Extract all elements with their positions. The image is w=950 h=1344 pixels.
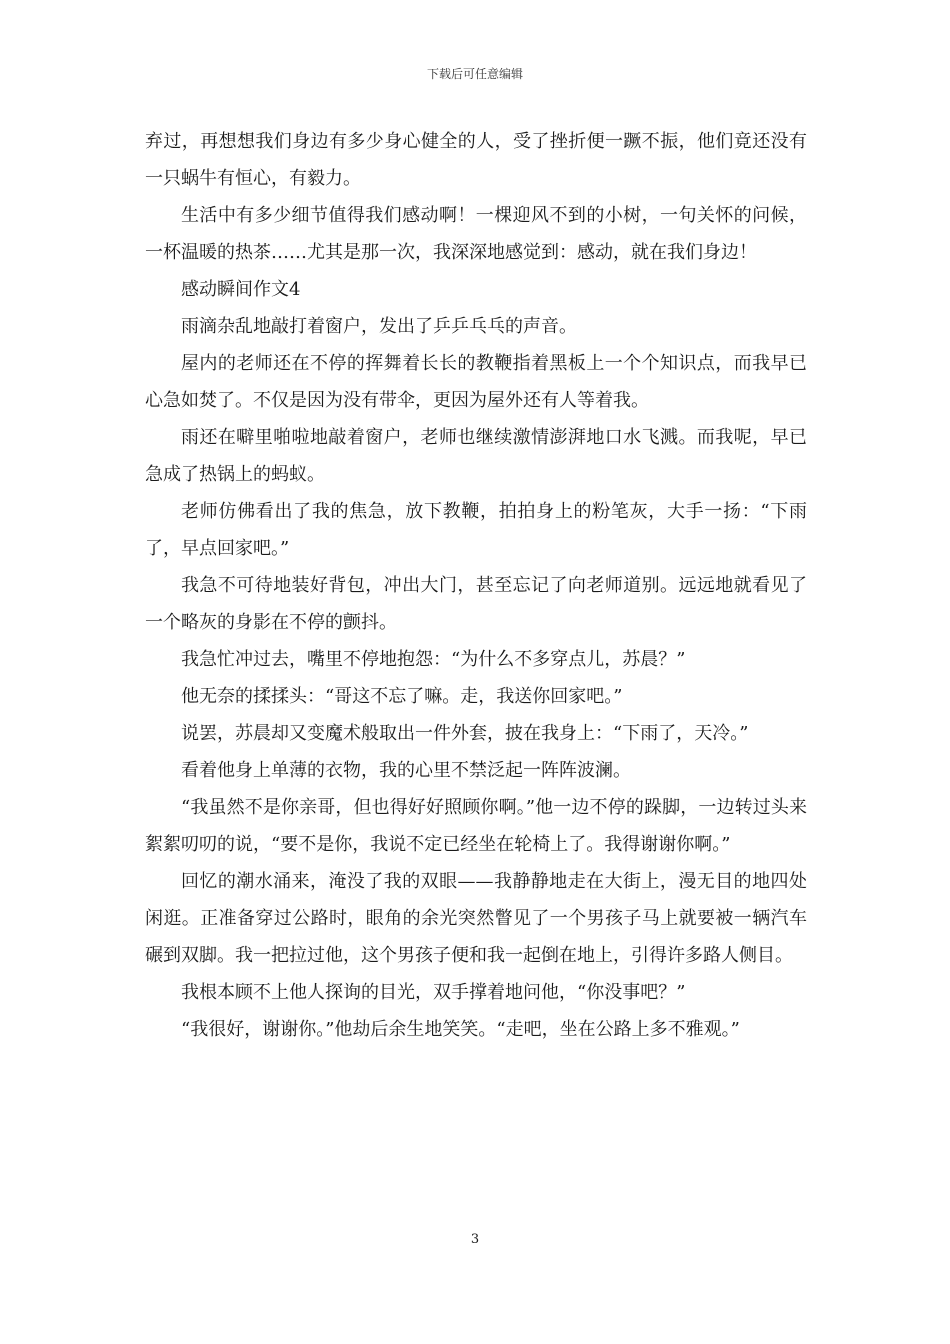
paragraph-10: 他无奈的揉揉头：“哥这不忘了嘛。走，我送你回家吧。” — [181, 686, 623, 707]
paragraph-14: 回忆的潮水涌来，淹没了我的双眼——我静静地走在大街上，漫无目的地四处闲逛。正准备穿过公路时，眼角的余光突然瞥见了一个男孩子马上就要被一辆汽车碾到双脚。我一把拉过他，这个男孩子便和我一起倒在地上，引得许多路人侧目。 — [145, 871, 807, 966]
paragraph-4: 雨滴杂乱地敲打着窗户，发出了乒乒乓乓的声音。 — [181, 316, 577, 337]
paragraph-13: “我虽然不是你亲哥，但也得好好照顾你啊。”他一边不停的跺脚，一边转过头来絮絮叨叨的说，“要不是你，我说不定已经坐在轮椅上了。我得谢谢你啊。” — [145, 797, 807, 855]
paragraph-1: 弃过，再想想我们身边有多少身心健全的人，受了挫折便一蹶不振，他们竟还没有一只蜗牛有恒心，有毅力。 — [145, 131, 807, 189]
document-body — [145, 123, 807, 1048]
page-header-note: 下载后可任意编辑 — [426, 67, 523, 81]
paragraph-12: 看着他身上单薄的衣物，我的心里不禁泛起一阵阵波澜。 — [181, 760, 631, 781]
section-title: 感动瞬间作文4 — [181, 279, 301, 300]
paragraph-5: 屋内的老师还在不停的挥舞着长长的教鞭指着黑板上一个个知识点，而我早已心急如焚了。不仅是因为没有带伞，更因为屋外还有人等着我。 — [145, 353, 807, 411]
paragraph-7: 老师仿佛看出了我的焦急，放下教鞭，拍拍身上的粉笔灰，大手一扬：“下雨了，早点回家吧。” — [145, 501, 807, 559]
paragraph-11: 说罢，苏晨却又变魔术般取出一件外套，披在我身上：“下雨了，天冷。” — [181, 723, 749, 744]
paragraph-2: 生活中有多少细节值得我们感动啊！一棵迎风不到的小树，一句关怀的问候，一杯温暖的热茶……尤其是那一次，我深深地感觉到：感动，就在我们身边！ — [145, 205, 807, 263]
page-number: 3 — [470, 1232, 480, 1247]
paragraph-16: “我很好，谢谢你。”他劫后余生地笑笑。“走吧，坐在公路上多不雅观。” — [181, 1019, 740, 1040]
paragraph-9: 我急忙冲过去，嘴里不停地抱怨：“为什么不多穿点儿，苏晨？” — [181, 649, 686, 670]
paragraph-15: 我根本顾不上他人探询的目光，双手撑着地问他，“你没事吧？” — [181, 982, 686, 1003]
paragraph-6: 雨还在噼里啪啦地敲着窗户，老师也继续激情澎湃地口水飞溅。而我呢，早已急成了热锅上的蚂蚁。 — [145, 427, 807, 485]
paragraph-8: 我急不可待地装好背包，冲出大门，甚至忘记了向老师道别。远远地就看见了一个略灰的身影在不停的颤抖。 — [145, 575, 807, 633]
